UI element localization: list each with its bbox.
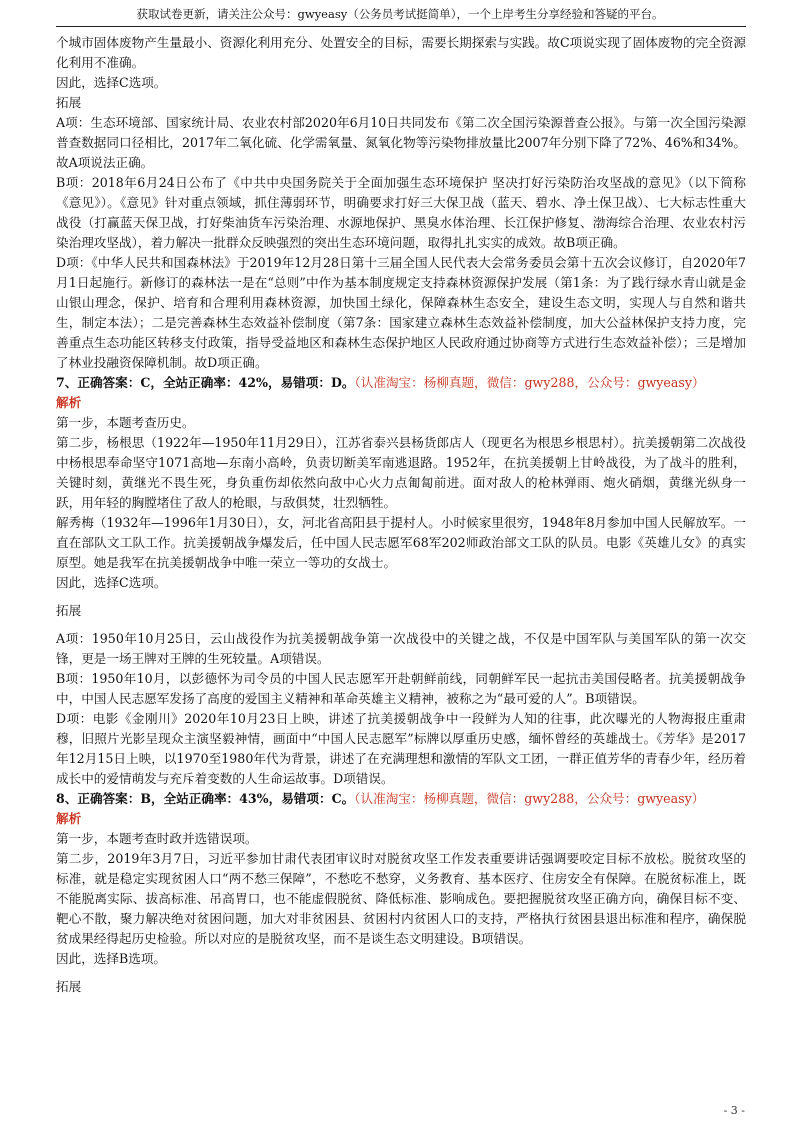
paragraph: A项：生态环境部、国家统计局、农业农村部2020年6月10日共同发布《第二次全国污染源普查公报》。与第一次全国污染源普查数据同口径相比，2017年二氧化硫、化学需氧量、氮氧化物等污染物排放量比2007年分别下降了72%、46%和34%。故A项说法正确。	[56, 115, 746, 170]
paragraph: A项：1950年10月25日，云山战役作为抗美援朝战争第一次战役中的关键之战，不仅是中国军队与美国军队的第一次交锋，更是一场王牌对王牌的生死较量。A项错误。	[56, 631, 746, 666]
header-divider	[56, 26, 746, 27]
section-heading-jiexi: 解析	[56, 395, 82, 410]
question-8-answer	[56, 789, 746, 809]
question-7-answer	[56, 373, 746, 393]
conclusion: 因此，选择C选项。	[56, 75, 167, 90]
page-header: 获取试卷更新，请关注公众号：gwyeasy（公务员考试挺简单），一个上岸考生分享经验和答疑的平台。	[136, 7, 664, 21]
section-heading-tuozhan: 拓展	[56, 95, 82, 110]
paragraph: B项：1950年10月，以彭德怀为司令员的中国人民志愿军开赴朝鲜前线，同朝鲜军民一起抗击美国侵略者。抗美援朝战争中，中国人民志愿军发扬了高度的爱国主义精神和革命英雄主义精神，被称之为“最可爱的人”。B项错误。	[56, 671, 746, 706]
paragraph: 第一步，本题考查时政并选错误项。	[56, 831, 258, 846]
paragraph: D项：《中华人民共和国森林法》于2019年12月28日第十三届全国人民代表大会常务委员会第十五次会议修订，自2020年7月1日起施行。新修订的森林法一是在“总则”中作为基本制度规定支持森林资源保护发展（第1条：为了践行绿水青山就是金山银山理念，保护、培育和合理利用森林资源，加快国土绿化，保障森林生态安全，建设生态文明，实现人与自然和谐共生，制定本法）；二是完善森林生态效益补偿制度（第7条：国家建立森林生态效益补偿制度，加大公益林保护支持力度，完善重点生态功能区转移支付政策，指导受益地区和森林生态保护地区人民政府通过协商等方式进行生态效益补偿）；三是增加了林业投融资保障机制。故D项正确。	[56, 255, 746, 370]
page-number: - 3 -	[723, 1104, 745, 1117]
ad-note: （认准淘宝：杨柳真题，微信：gwy288，公众号：gwyeasy）	[354, 791, 705, 806]
section-heading-tuozhan: 拓展	[56, 603, 82, 618]
ad-note: （认准淘宝：杨柳真题，微信：gwy288，公众号：gwyeasy）	[354, 375, 705, 390]
paragraph: 第二步，杨根思（1922年—1950年11月29日），江苏省泰兴县杨货郎店人（现更名为根思乡根思村）。抗美援朝第二次战役中杨根思奉命坚守1071高地—东南小高岭，负责切断美军南逃退路。1952年，在抗美援朝上甘岭战役，为了战斗的胜利，关键时刻，黄继光不畏生死，身负重伤却依然向敌中心火力点匍匐前进。面对敌人的枪林弹雨、炮火硝烟，黄继光纵身一跃，用年轻的胸膛堵住了敌人的枪眼，与敌俱焚，壮烈牺牲。	[56, 435, 746, 510]
section-heading-jiexi: 解析	[56, 811, 82, 826]
paragraph: D项：电影《金刚川》2020年10月23日上映，讲述了抗美援朝战争中一段鲜为人知的往事，此次曝光的人物海报庄重肃穆，旧照片光影呈现众主演坚毅神情，画面中“中国人民志愿军”标牌以厚重历史感，缅怀曾经的英雄战士。《芳华》是2017年12月15日上映，以1970至1980年代为背景，讲述了在充满理想和激情的军队文工团，一群正值芳华的青春少年，经历着成长中的爱情萌发与充斥着变数的人生命运故事。D项错误。	[56, 711, 746, 786]
conclusion: 因此，选择B选项。	[56, 951, 167, 966]
paragraph: B项：2018年6月24日公布了《中共中央国务院关于全面加强生态环境保护 坚决打好污染防治攻坚战的意见》（以下简称《意见》）。《意见》针对重点领域，抓住薄弱环节，明确要求打好三大保卫战（蓝天、碧水、净土保卫战）、七大标志性重大战役（打赢蓝天保卫战，打好柴油货车污染治理、水源地保护、黑臭水体治理、长江保护修复、渤海综合治理、农业农村污染治理攻坚战），着力解决一批群众反映强烈的突出生态环境问题，取得扎扎实实的成效。故B项正确。	[56, 175, 746, 250]
answer-text: 7、正确答案：C，全站正确率：42%，易错项：D。	[56, 375, 355, 390]
answer-text: 8、正确答案：B，全站正确率：43%，易错项：C。	[56, 791, 355, 806]
paragraph: 解秀梅（1932年—1996年1月30日），女，河北省高阳县于提村人。小时候家里很穷，1948年8月参加中国人民解放军。一直在部队文工队工作。抗美援朝战争爆发后，任中国人民志愿军68军202师政治部文工队的队员。电影《英雄儿女》的真实原型。她是我军在抗美援朝战争中唯一荣立一等功的女战士。	[56, 515, 746, 570]
section-heading-tuozhan: 拓展	[56, 979, 82, 994]
paragraph: 个城市固体废物产生量最小、资源化利用充分、处置安全的目标，需要长期探索与实践。故C项说实现了固体废物的完全资源化利用不准确。	[56, 35, 746, 70]
document-body	[56, 33, 746, 997]
paragraph: 第二步，2019年3月7日，习近平参加甘肃代表团审议时对脱贫攻坚工作发表重要讲话强调要咬定目标不放松。脱贫攻坚的标准，就是稳定实现贫困人口“两不愁三保障”，不愁吃不愁穿，义务教育、基本医疗、住房安全有保障。在脱贫标准上，既不能脱离实际、拔高标准、吊高胃口，也不能虚假脱贫、降低标准、影响成色。要把握脱贫攻坚正确方向，确保目标不变、靶心不散，聚力解决绝对贫困问题，加大对非贫困县、贫困村内贫困人口的支持，严格执行贫困县退出标准和程序，确保脱贫成果经得起历史检验。所以对应的是脱贫攻坚，而不是谈生态文明建设。B项错误。	[56, 851, 746, 946]
paragraph: 第一步，本题考查历史。	[56, 415, 195, 430]
conclusion: 因此，选择C选项。	[56, 575, 167, 590]
